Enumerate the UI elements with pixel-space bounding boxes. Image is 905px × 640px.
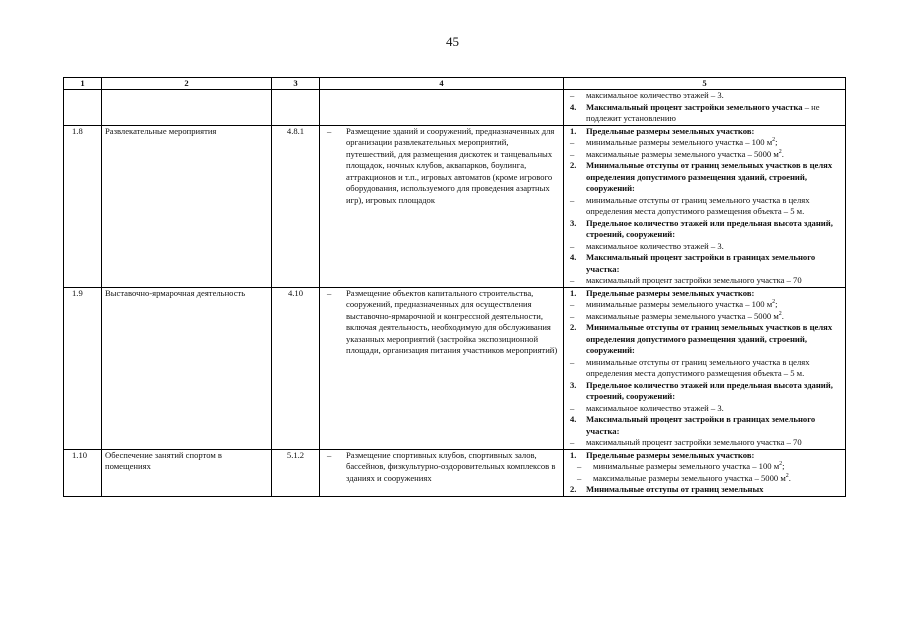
parameter-text: минимальные отступы от границ земельного участка в целях определения места допустимого размещения объекта – 5 м.: [586, 356, 810, 378]
dash-marker: –: [570, 437, 575, 447]
description-item: – Размещение спортивных клубов, спортивных залов, бассейнов, физкультурно-оздоровительных комплексов в зданиях и сооружениях: [323, 450, 560, 485]
header-col-2: 2: [102, 78, 272, 90]
parameters-cell: [564, 287, 846, 449]
parameter-heading: [567, 102, 842, 125]
parameter-heading: [567, 322, 842, 357]
parameter-text: максимальный процент застройки земельного участка – 70: [586, 437, 802, 447]
parameters-cell: [564, 90, 846, 126]
parameter-text: минимальные размеры земельного участка – 100 м: [593, 461, 780, 471]
use-code: 4.8.1: [286, 125, 305, 136]
parameter-text: максимальные размеры земельного участка – 5000 м: [593, 472, 786, 483]
parameter-item: [567, 149, 842, 161]
description-cell: [320, 449, 564, 496]
unit-superscript: 2: [778, 148, 782, 155]
use-name-cell: [102, 90, 272, 126]
parameter-number: 4.: [570, 414, 577, 424]
parameter-number: 4.: [570, 101, 577, 112]
parameter-title: Максимальный процент застройки в границах земельного участка:: [586, 252, 816, 274]
use-name-cell: [102, 449, 272, 496]
header-row: [64, 78, 846, 90]
parameter-heading: [567, 484, 842, 496]
use-code: 4.10: [287, 287, 304, 298]
parameter-item: [567, 311, 842, 323]
parameter-item: [567, 403, 842, 415]
parameters-list: [567, 126, 842, 287]
parameter-heading: [567, 380, 842, 403]
table-row: [64, 287, 846, 449]
parameter-item: [567, 137, 842, 149]
parameter-item: [567, 357, 842, 380]
parameters-list: [567, 450, 842, 496]
dash-marker: –: [570, 240, 575, 251]
parameter-text: минимальные размеры земельного участка – 100 м: [586, 299, 773, 309]
parameter-heading: [567, 160, 842, 195]
parameter-number: 1.: [570, 125, 577, 136]
parameter-tail: .: [788, 472, 791, 483]
parameter-title: Минимальные отступы от границ земельных участков в целях определения допустимого размещения зданий, строений, сооружений:: [586, 160, 833, 193]
header-col-1: 1: [64, 78, 102, 90]
parameter-number: 2.: [570, 484, 577, 494]
row-number: 1.9: [72, 287, 83, 298]
parameter-title: Максимальный процент застройки земельного участка: [586, 101, 803, 112]
parameter-number: 4.: [570, 252, 577, 262]
dash-marker: –: [570, 299, 575, 309]
parameter-heading: [567, 414, 842, 437]
parameter-title: Минимальные отступы от границ земельных участков в целях определения допустимого размещения зданий, строений, сооружений:: [586, 322, 833, 355]
parameter-number: 3.: [570, 379, 577, 390]
parameter-number: 3.: [570, 217, 577, 228]
parameter-item: [567, 241, 842, 253]
parameter-text: максимальное количество этажей – 3.: [586, 90, 724, 100]
parameter-title: Предельное количество этажей или предельная высота зданий, строений, сооружений:: [586, 217, 833, 239]
header-col-3: 3: [272, 78, 320, 90]
parameter-text: максимальные размеры земельного участка – 5000 м: [586, 310, 779, 321]
use-name: Выставочно-ярмарочная деятельность: [105, 287, 246, 298]
use-code-cell: [272, 125, 320, 287]
dash-marker: –: [570, 194, 575, 205]
parameters-cell: [564, 125, 846, 287]
description-item: – Размещение объектов капитального строительства, сооружений, предназначенных для осуществления выставочно-ярмарочной и конгрессной деятельности, включая деятельность, необходимую для обслуживания указанных мероприятий (застройка экспозиционной площади, организация питания участников мероприятий): [323, 288, 560, 357]
table-row: [64, 125, 846, 287]
dash-marker: –: [570, 356, 575, 367]
parameter-title: Предельные размеры земельных участков:: [586, 287, 755, 298]
row-number-cell: [64, 90, 102, 126]
parameter-item: [567, 90, 842, 102]
description-cell: [320, 90, 564, 126]
parameter-text: максимальное количество этажей – 3.: [586, 402, 724, 413]
dash-marker: –: [577, 461, 582, 471]
row-number-cell: [64, 449, 102, 496]
parameter-heading: [567, 126, 842, 138]
unit-superscript: 2: [779, 461, 783, 468]
use-name-cell: [102, 125, 272, 287]
parameter-item: [567, 437, 842, 449]
unit-superscript: 2: [778, 310, 782, 317]
description-list: [323, 288, 560, 357]
description-cell: [320, 125, 564, 287]
dash-marker: –: [570, 275, 575, 285]
row-number: 1.10: [72, 449, 88, 460]
parameter-title: Максимальный процент застройки в границах земельного участка:: [586, 414, 816, 436]
unit-superscript: 2: [772, 299, 776, 306]
dash-marker: –: [570, 310, 575, 321]
header-col-4: 4: [320, 78, 564, 90]
regulations-table: [63, 77, 846, 497]
parameters-list: [567, 288, 842, 449]
table-row: [64, 449, 846, 496]
dash-marker: –: [570, 90, 575, 100]
parameter-text: максимальное количество этажей – 3.: [586, 240, 724, 251]
dash-marker: –: [577, 472, 582, 483]
parameter-tail: ;: [782, 461, 785, 471]
unit-superscript: 2: [785, 472, 789, 479]
parameter-text: минимальные отступы от границ земельного участка в целях определения места допустимого размещения объекта – 5 м.: [586, 194, 810, 216]
row-number: 1.8: [72, 125, 83, 136]
parameter-title: Предельное количество этажей или предельная высота зданий, строений, сооружений:: [586, 379, 833, 401]
dash-marker: –: [570, 402, 575, 413]
use-code-cell: [272, 90, 320, 126]
dash-marker: –: [570, 148, 575, 159]
parameter-title: Предельные размеры земельных участков:: [586, 449, 755, 460]
description-item: – Размещение зданий и сооружений, предназначенных для организации развлекательных мероприятий, путешествий, для размещения дискотек и танцевальных площадок, ночных клубов, аквапарков, боулинга, аттракционов и т.п., игровых автоматов (кроме игрового оборудования, используемого для проведения азартных игр), игровых площадок: [323, 126, 560, 207]
parameter-item: [567, 299, 842, 311]
row-number-cell: [64, 125, 102, 287]
parameter-note: – не подлежит установлению: [586, 101, 820, 123]
parameter-item: [567, 473, 842, 485]
unit-superscript: 2: [772, 137, 776, 144]
parameters-cell: [564, 449, 846, 496]
description-list: [323, 126, 560, 207]
use-name-cell: [102, 287, 272, 449]
parameter-heading: [567, 218, 842, 241]
parameter-text: максимальный процент застройки земельного участка – 70: [586, 275, 802, 285]
parameter-tail: .: [781, 310, 784, 321]
use-code-cell: [272, 287, 320, 449]
parameter-tail: .: [781, 148, 784, 159]
use-name: Обеспечение занятий спортом в помещениях: [105, 449, 222, 471]
use-code-cell: [272, 449, 320, 496]
parameters-list: [567, 90, 842, 125]
parameter-heading: [567, 450, 842, 462]
row-number-cell: [64, 287, 102, 449]
description-cell: [320, 287, 564, 449]
parameter-heading: [567, 252, 842, 275]
parameter-tail: ;: [775, 137, 778, 147]
page-number: 45: [446, 34, 459, 49]
use-name: Развлекательные мероприятия: [105, 125, 217, 136]
use-code: 5.1.2: [286, 449, 305, 460]
parameter-text: максимальные размеры земельного участка – 5000 м: [586, 148, 779, 159]
parameter-item: [567, 461, 842, 473]
parameter-item: [567, 275, 842, 287]
parameter-heading: [567, 288, 842, 300]
parameter-title: Предельные размеры земельных участков:: [586, 125, 755, 136]
parameter-number: 2.: [570, 160, 577, 170]
parameter-text: минимальные размеры земельного участка – 100 м: [586, 137, 773, 147]
dash-marker: –: [570, 137, 575, 147]
parameter-number: 2.: [570, 322, 577, 332]
parameter-number: 1.: [570, 287, 577, 298]
parameter-item: [567, 195, 842, 218]
parameter-tail: ;: [775, 299, 778, 309]
parameter-number: 1.: [570, 449, 577, 460]
parameter-title: Минимальные отступы от границ земельных: [586, 484, 764, 494]
description-list: [323, 450, 560, 485]
header-col-5: 5: [564, 78, 846, 90]
table-row: [64, 90, 846, 126]
